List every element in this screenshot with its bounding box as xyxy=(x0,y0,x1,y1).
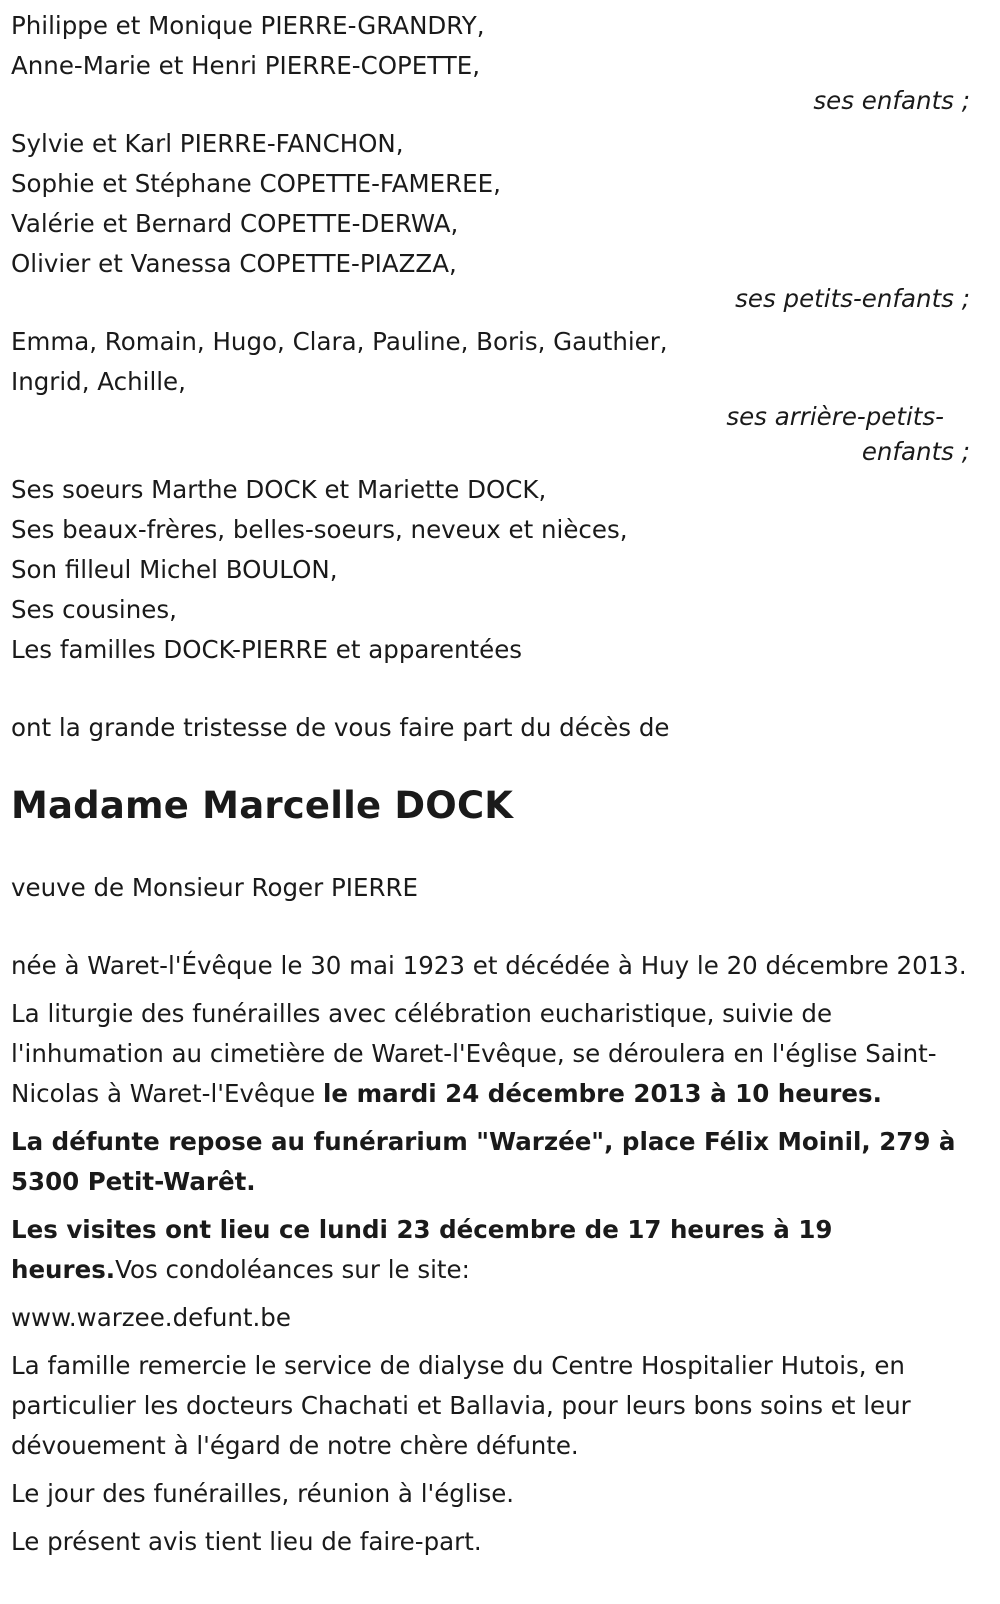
announcement-text: ont la grande tristesse de vous faire part du décès de xyxy=(11,713,670,742)
children-name-2: Anne-Marie et Henri PIERRE-COPETTE, xyxy=(11,51,481,80)
grandchildren-name-2: Sophie et Stéphane COPETTE-FAMEREE, xyxy=(11,169,501,198)
gathering-text: Le jour des funérailles, réunion à l'église. xyxy=(11,1479,515,1508)
grandchildren-name-4: Olivier et Vanessa COPETTE-PIAZZA, xyxy=(11,249,457,278)
relatives-name-4: Ses cousines, xyxy=(11,595,177,624)
great-grandchildren-role-line-2: enfants ; xyxy=(861,437,970,466)
great-grandchildren-name-1: Emma, Romain, Hugo, Clara, Pauline, Boris, Gauthier, xyxy=(11,327,668,356)
children-role: ses enfants ; xyxy=(813,86,970,115)
resting-place-text: La défunte repose au funérarium "Warzée", place Félix Moinil, 279 à 5300 Petit-Warêt. xyxy=(11,1127,956,1196)
grandchildren-name-3: Valérie et Bernard COPETTE-DERWA, xyxy=(11,209,459,238)
funeral-date: le mardi 24 décembre 2013 à 10 heures. xyxy=(323,1079,882,1108)
relatives-block xyxy=(11,470,972,670)
relatives-name-3: Son filleul Michel BOULON, xyxy=(11,555,338,584)
relatives-name-2: Ses beaux-frères, belles-soeurs, neveux et nièces, xyxy=(11,515,628,544)
birth-death-text: née à Waret-l'Évêque le 30 mai 1923 et décédée à Huy le 20 décembre 2013. xyxy=(11,951,967,980)
children-block xyxy=(11,6,972,116)
grandchildren-role: ses petits-enfants ; xyxy=(735,284,970,313)
closing-text: Le présent avis tient lieu de faire-part. xyxy=(11,1527,482,1556)
visits-paragraph xyxy=(11,1210,972,1290)
visits-time: Les visites ont lieu ce lundi 23 décembre de 17 heures à 19 heures. xyxy=(11,1215,833,1284)
funeral-paragraph xyxy=(11,994,972,1114)
deceased-name: Madame Marcelle DOCK xyxy=(11,784,514,827)
visits-text: Vos condoléances sur le site: xyxy=(115,1255,470,1284)
grandchildren-block xyxy=(11,124,972,314)
relatives-name-5: Les familles DOCK-PIERRE et apparentées xyxy=(11,635,523,664)
great-grandchildren-role-line-1: ses arrière-petits- xyxy=(726,402,944,431)
great-grandchildren-name-2: Ingrid, Achille, xyxy=(11,367,186,396)
children-name-1: Philippe et Monique PIERRE-GRANDRY, xyxy=(11,11,485,40)
great-grandchildren-block xyxy=(11,322,972,476)
website-link[interactable]: www.warzee.defunt.be xyxy=(11,1303,291,1332)
thanks-text: La famille remercie le service de dialyse du Centre Hospitalier Hutois, en particulier les docteurs Chachati et Ballavia, pour leurs bons soins et leur dévouement à l'égard de notre chère défunte. xyxy=(11,1351,911,1460)
relatives-name-1: Ses soeurs Marthe DOCK et Mariette DOCK, xyxy=(11,475,547,504)
funeral-text: La liturgie des funérailles avec célébration eucharistique, suivie de l'inhumation au cimetière de Waret-l'Evêque, se déroulera en l'église Saint-Nicolas à Waret-l'Evêque xyxy=(11,999,937,1108)
widow-of-text: veuve de Monsieur Roger PIERRE xyxy=(11,873,418,902)
grandchildren-name-1: Sylvie et Karl PIERRE-FANCHON, xyxy=(11,129,404,158)
